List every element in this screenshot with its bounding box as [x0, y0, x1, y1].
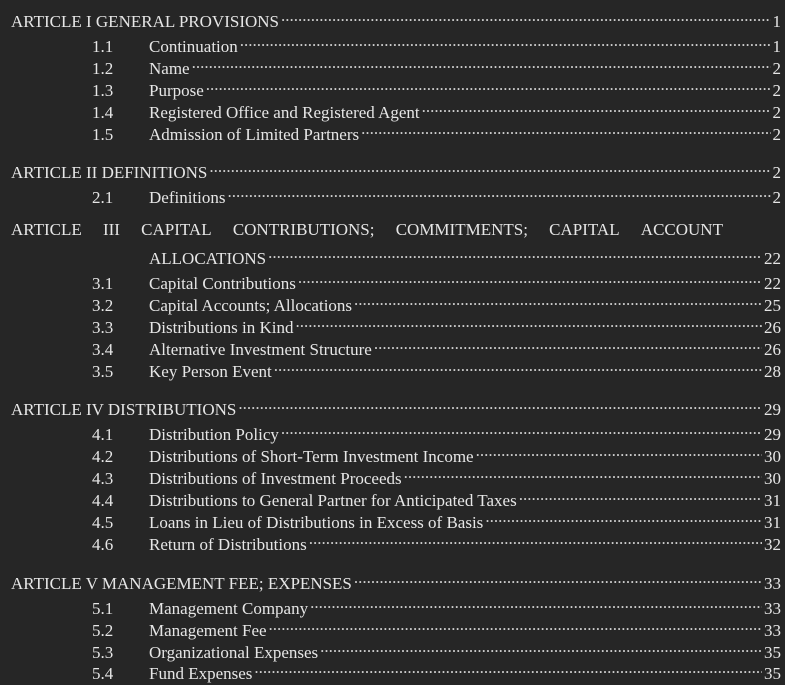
toc-page-number: 1	[772, 37, 781, 56]
dot-leader	[519, 484, 762, 506]
toc-page-number: 2	[772, 125, 781, 144]
dot-leader	[274, 355, 762, 377]
toc-section-title: Name	[149, 59, 190, 78]
dot-leader	[476, 440, 762, 462]
dot-leader	[309, 528, 762, 550]
dot-leader	[485, 506, 762, 528]
toc-page-number: 31	[764, 491, 781, 510]
dot-leader	[240, 30, 771, 52]
toc-section-number: 3.3	[92, 318, 114, 337]
dot-leader	[238, 393, 762, 415]
toc-page-number: 25	[764, 296, 781, 315]
toc-section-title: Admission of Limited Partners	[149, 125, 360, 144]
toc-page-number: 33	[764, 599, 781, 618]
toc-section-title: Fund Expenses	[149, 664, 253, 683]
toc-section-4-5[interactable]	[92, 506, 781, 532]
toc-page-number: 2	[772, 163, 781, 182]
toc-article-2[interactable]	[11, 156, 781, 182]
dot-leader	[374, 333, 762, 355]
toc-section-title: Capital Contributions	[149, 274, 296, 293]
toc-article-3-continuation[interactable]	[149, 242, 781, 268]
toc-article-title: ARTICLE IV DISTRIBUTIONS	[11, 400, 237, 419]
toc-page-number: 35	[764, 643, 781, 662]
toc-section-number: 5.2	[92, 621, 114, 640]
toc-section-number: 4.3	[92, 469, 114, 488]
toc-page-number: 1	[772, 12, 781, 31]
dot-leader	[281, 5, 771, 27]
toc-section-2-1[interactable]	[92, 181, 781, 207]
toc-page-number: 28	[764, 362, 781, 381]
toc-section-title: Definitions	[149, 188, 226, 207]
dot-leader	[209, 156, 770, 178]
toc-section-1-4[interactable]	[92, 96, 781, 122]
dot-leader	[269, 614, 762, 636]
toc-section-title: Distributions of Investment Proceeds	[149, 469, 402, 488]
toc-page-number: 29	[764, 400, 781, 419]
dot-leader	[192, 52, 771, 74]
toc-page-number: 2	[772, 188, 781, 207]
toc-section-number: 4.6	[92, 535, 114, 554]
toc-section-number: 1.4	[92, 103, 114, 122]
toc-article-title-word: CAPITAL	[549, 220, 620, 239]
toc-section-3-3[interactable]	[92, 311, 781, 337]
toc-section-4-4[interactable]	[92, 484, 781, 510]
toc-page-number: 2	[772, 59, 781, 78]
toc-section-4-2[interactable]	[92, 440, 781, 466]
toc-section-title: Alternative Investment Structure	[149, 340, 372, 359]
toc-section-number: 4.2	[92, 447, 114, 466]
dot-leader	[404, 462, 762, 484]
dot-leader	[228, 181, 771, 203]
toc-section-title: Return of Distributions	[149, 535, 307, 554]
toc-section-3-2[interactable]	[92, 289, 781, 315]
toc-section-1-1[interactable]	[92, 30, 781, 56]
toc-article-4[interactable]	[11, 393, 781, 419]
dot-leader	[361, 118, 770, 140]
toc-section-title: Distributions to General Partner for Anticipated Taxes	[149, 491, 517, 510]
toc-section-title: Registered Office and Registered Agent	[149, 103, 420, 122]
dot-leader	[268, 242, 762, 264]
dot-leader	[310, 592, 762, 614]
toc-section-title: Organizational Expenses	[149, 643, 319, 662]
dot-leader	[354, 567, 762, 589]
toc-section-number: 5.1	[92, 599, 114, 618]
toc-section-1-2[interactable]	[92, 52, 781, 78]
dot-leader	[254, 657, 762, 679]
toc-article-title: ARTICLE V MANAGEMENT FEE; EXPENSES	[11, 574, 352, 593]
toc-article-title-word: ACCOUNT	[640, 220, 723, 239]
toc-section-title: Distributions in Kind	[149, 318, 294, 337]
dot-leader	[298, 267, 762, 289]
toc-section-title: Management Fee	[149, 621, 267, 640]
toc-article-title: ARTICLE I GENERAL PROVISIONS	[11, 12, 279, 31]
toc-section-title: Loans in Lieu of Distributions in Excess of Basis	[149, 513, 484, 532]
toc-page-number: 32	[764, 535, 781, 554]
dot-leader	[354, 289, 762, 311]
toc-section-5-3[interactable]	[92, 636, 781, 662]
toc-section-4-3[interactable]	[92, 462, 781, 488]
toc-section-number: 1.1	[92, 37, 114, 56]
toc-section-3-1[interactable]	[92, 267, 781, 293]
toc-section-title: Capital Accounts; Allocations	[149, 296, 353, 315]
toc-page-number: 26	[764, 340, 781, 359]
toc-article-1[interactable]	[11, 5, 781, 31]
dot-leader	[281, 418, 762, 440]
toc-page-number: 22	[764, 249, 781, 268]
toc-article-5[interactable]	[11, 567, 781, 593]
toc-section-number: 1.2	[92, 59, 114, 78]
toc-section-title: Distribution Policy	[149, 425, 279, 444]
toc-article-title-word: ARTICLE	[11, 220, 82, 239]
toc-page-number: 2	[772, 81, 781, 100]
toc-section-number: 3.5	[92, 362, 114, 381]
toc-section-5-2[interactable]	[92, 614, 781, 640]
toc-section-number: 5.3	[92, 643, 114, 662]
toc-section-number: 3.4	[92, 340, 114, 359]
toc-section-title: Distributions of Short-Term Investment Income	[149, 447, 474, 466]
dot-leader	[206, 74, 771, 96]
toc-article-title-word: CONTRIBUTIONS;	[232, 220, 375, 239]
toc-section-5-1[interactable]	[92, 592, 781, 618]
toc-page-number: 2	[772, 103, 781, 122]
dot-leader	[296, 311, 762, 333]
toc-section-number: 2.1	[92, 188, 114, 207]
toc-section-title: Continuation	[149, 37, 238, 56]
toc-section-number: 3.1	[92, 274, 114, 293]
toc-section-number: 5.4	[92, 664, 114, 683]
toc-section-3-5[interactable]	[92, 355, 781, 381]
toc-page-number: 29	[764, 425, 781, 444]
dot-leader	[320, 636, 762, 658]
toc-section-number: 4.4	[92, 491, 114, 510]
toc-section-number: 1.5	[92, 125, 114, 144]
dot-leader	[422, 96, 771, 118]
toc-section-4-1[interactable]	[92, 418, 781, 444]
toc-section-title: Purpose	[149, 81, 204, 100]
toc-page-number: 30	[764, 469, 781, 488]
toc-section-title: Key Person Event	[149, 362, 272, 381]
toc-section-4-6[interactable]	[92, 528, 781, 554]
toc-page-number: 31	[764, 513, 781, 532]
toc-page-number: 22	[764, 274, 781, 293]
toc-page-number: 33	[764, 621, 781, 640]
toc-article-3[interactable]	[11, 219, 723, 241]
toc-page-number: 35	[764, 664, 781, 683]
toc-section-title: Management Company	[149, 599, 309, 618]
toc-section-number: 3.2	[92, 296, 114, 315]
toc-article-title-word: III	[102, 220, 120, 239]
toc-page-number: 30	[764, 447, 781, 466]
toc-section-number: 1.3	[92, 81, 114, 100]
toc-article-title-word: CAPITAL	[141, 220, 212, 239]
toc-section-3-4[interactable]	[92, 333, 781, 359]
toc-article-title-word: COMMITMENTS;	[395, 220, 528, 239]
toc-section-1-3[interactable]	[92, 74, 781, 100]
toc-section-5-4[interactable]	[92, 657, 781, 683]
toc-section-number: 4.5	[92, 513, 114, 532]
toc-page-number: 26	[764, 318, 781, 337]
toc-section-1-5[interactable]	[92, 118, 781, 144]
toc-section-number: 4.1	[92, 425, 114, 444]
toc-page-number: 33	[764, 574, 781, 593]
toc-article-title: ALLOCATIONS	[149, 249, 267, 268]
toc-article-title: ARTICLE II DEFINITIONS	[11, 163, 208, 182]
